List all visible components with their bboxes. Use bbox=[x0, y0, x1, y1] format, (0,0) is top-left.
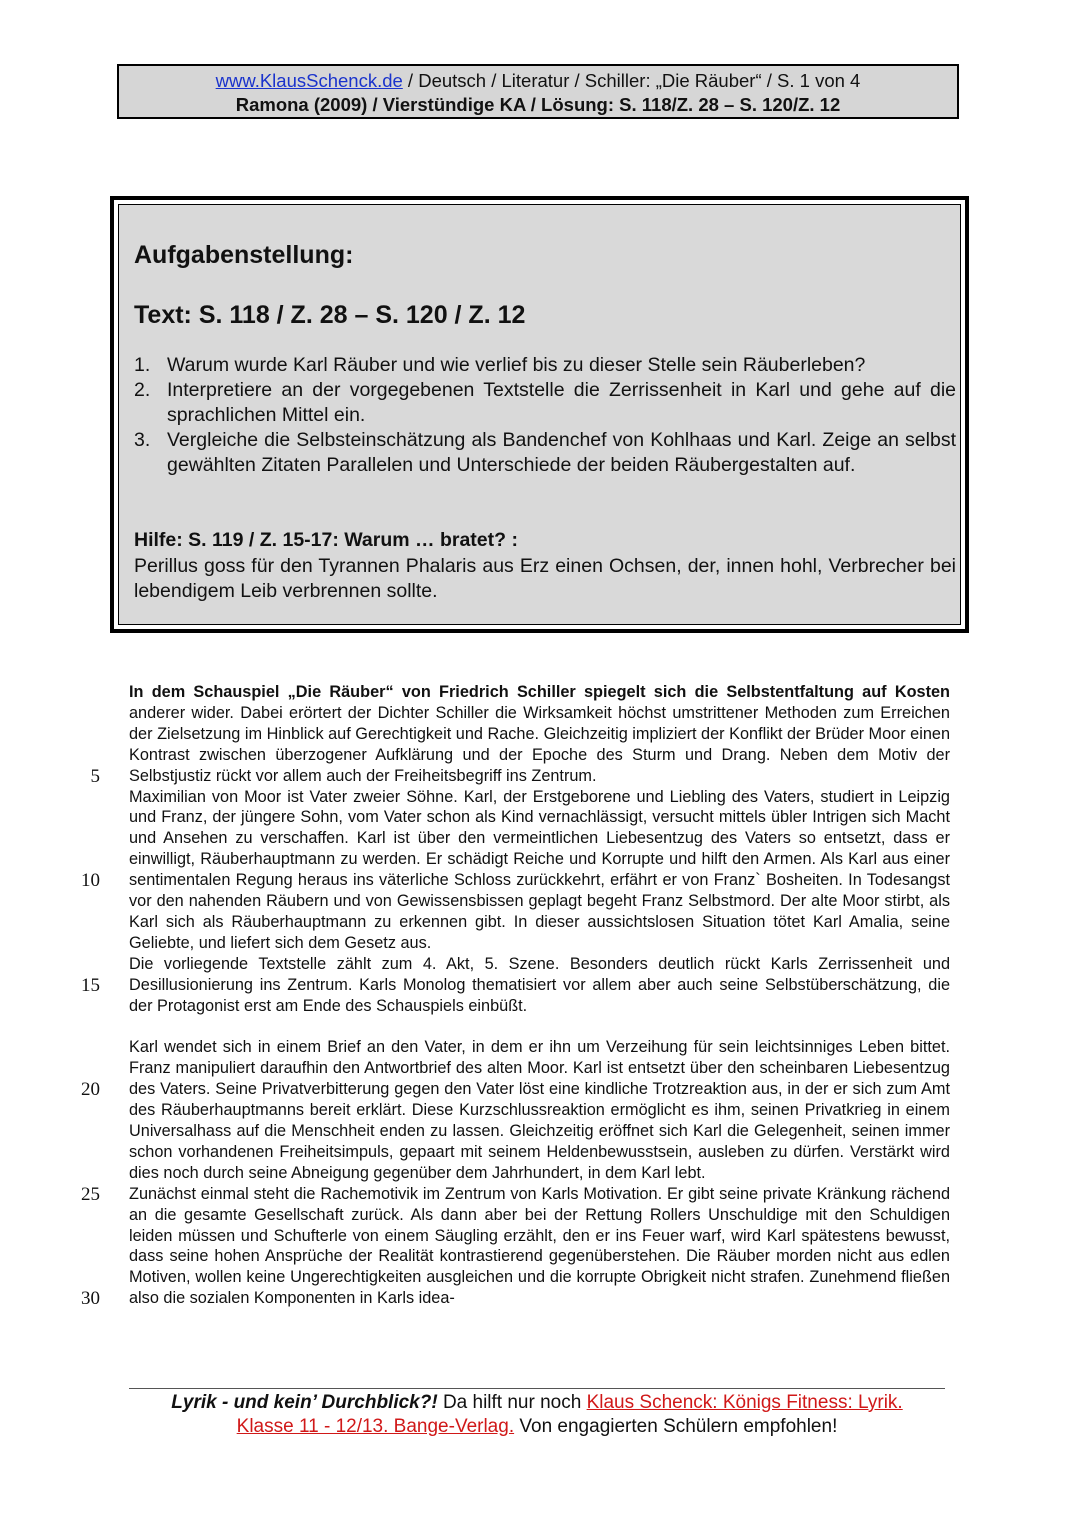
task-list bbox=[134, 353, 956, 478]
line-number: 15 bbox=[81, 975, 100, 996]
task-item-text: Interpretiere an der vorgegebenen Textstelle die Zerrissenheit in Karl und gehe auf die sprachlichen Mittel ein. bbox=[167, 379, 956, 426]
header-line-2: Ramona (2009) / Vierstündige KA / Lösung: S. 118/Z. 28 – S. 120/Z. 12 bbox=[235, 94, 841, 115]
line-number: 25 bbox=[81, 1184, 100, 1205]
essay-body bbox=[129, 682, 950, 1309]
footer-slogan: Lyrik - und kein’ Durchblick?! bbox=[171, 1392, 438, 1413]
line-number: 5 bbox=[90, 766, 100, 787]
footer-text: Da hilft nur noch bbox=[437, 1392, 587, 1413]
essay-opening-line: In dem Schauspiel „Die Räuber“ von Friedrich Schiller spiegelt sich die Selbstentfaltung auf Kosten bbox=[129, 683, 950, 701]
hint-text: Perillus goss für den Tyrannen Phalaris aus Erz einen Ochsen, der, innen hohl, Verbrecher bei lebendigem Leib verbrennen sollte. bbox=[134, 555, 956, 602]
book-link-publisher[interactable]: Klasse 11 - 12/13. Bange-Verlag. bbox=[236, 1416, 515, 1437]
website-link[interactable]: www.KlausSchenck.de bbox=[215, 70, 403, 91]
essay-paragraph: Die vorliegende Textstelle zählt zum 4. Akt, 5. Szene. Besonders deutlich rückt Karls Zerrissenheit und Desillusionierung ins Zentrum. Karls Monolog thematisiert vor allem aber auch seine Selbstüberschätzung, die der Protagonist erst am Ende des Schauspiels einbüßt. bbox=[129, 954, 950, 1015]
hint-heading: Hilfe: S. 119 / Z. 15-17: Warum … bratet? : bbox=[134, 529, 518, 551]
essay-paragraph: Zunächst einmal steht die Rachemotivik im Zentrum von Karls Motivation. Er gibt seine private Kränkung rächend an die gesamte Gesellschaft zurück. Als dann aber bei der Rettung Rollers Unschuldige mit den Schuldigen leiden müssen und Schufterle von einem Säugling erzählt, den er ins Feuer warf, wird Karl spätestens bewusst, dass seine hohen Ansprüche der Realität kontrastierend gegenüberstehen. Die Räuber morden nicht aus edlen Motiven, wollen keine Ungerechtigkeiten ausgleichen und die korrupte Obrigkeit nicht strafen. Zunehmend fließen also die sozialen Komponenten in Karls idea- bbox=[129, 1184, 950, 1308]
page-header bbox=[117, 64, 959, 119]
line-number: 30 bbox=[81, 1288, 100, 1309]
header-line-1 bbox=[119, 69, 957, 93]
page-footer bbox=[129, 1391, 945, 1439]
task-item bbox=[134, 353, 956, 378]
task-title: Aufgabenstellung: bbox=[134, 241, 354, 269]
essay-paragraph: Karl wendet sich in einem Brief an den Vater, in dem er ihn um Verzeihung für sein leichtsinniges Leben bittet. Franz manipuliert daraufhin den Antwortbrief des alten Moor. Karl ist entsetzt über den scheinbaren Liebesentzug des Vaters. Seine Privatverbitterung gegen den Vater löst eine kindliche Trotzreaktion aus, in der er sich zum Amt des Räuberhauptmanns bereit erklärt. Diese Kurzschlussreaktion ermöglicht es ihm, seinen Privatkrieg in einem Universalhass auf die Menschheit enden zu lassen. Gleichzeitig eröffnet sich Karl die Gelegenheit, seinen immer schon vorhandenen Freiheitsimpuls, gepaart mit seinem Heldenbewusstsein, ausleben zu dürfen. Verstärkt wird dies noch durch seine Abneigung gegenüber dem Jahrhundert, in dem Karl lebt. bbox=[129, 1038, 950, 1182]
line-number: 20 bbox=[81, 1079, 100, 1100]
footer-recommendation: Von engagierten Schülern empfohlen! bbox=[514, 1416, 838, 1437]
task-item-text: Warum wurde Karl Räuber und wie verlief bis zu dieser Stelle sein Räuberleben? bbox=[167, 354, 866, 376]
task-box-inner bbox=[118, 204, 961, 625]
task-item-number: 3. bbox=[134, 429, 151, 451]
task-item bbox=[134, 378, 956, 428]
footer-divider bbox=[129, 1388, 945, 1389]
line-number: 10 bbox=[81, 870, 100, 891]
task-item bbox=[134, 428, 956, 478]
task-item-number: 2. bbox=[134, 379, 151, 401]
task-item-number: 1. bbox=[134, 354, 151, 376]
essay-paragraph bbox=[129, 682, 950, 787]
task-subtitle: Text: S. 118 / Z. 28 – S. 120 / Z. 12 bbox=[134, 301, 526, 329]
header-line-1-text: / Deutsch / Literatur / Schiller: „Die Räuber“ / S. 1 von 4 bbox=[402, 70, 861, 91]
essay-paragraph: Maximilian von Moor ist Vater zweier Söhne. Karl, der Erstgeborene und Liebling des Vaters, studiert in Leipzig und Franz, der jüngere Sohn, vom Vater schon als Kind vernachlässigt, versucht mittels übler Intrigen sich Macht und Ansehen zu verschaffen. Karl ist über den vermeintlichen Liebesentzug des Vaters so entsetzt, dass er einwilligt, Räuberhauptmann zu werden. Er schädigt Reiche und Korrupte und hilft den Armen. Als Karl aus einer sentimentalen Regung heraus ins väterliche Schloss zurückkehrt, erfährt er von Franz` Bosheiten. In Todesangst vor den nahenden Räubern und von Gewissensbissen geplagt begeht Franz Selbstmord. Der alte Moor stirbt, als Karl sich als Räuberhauptmann zu erkennen gibt. In dieser aussichtslosen Situation tötet Karl Amalia, seine Geliebte, und liefert sich dem Gesetz aus. bbox=[129, 787, 950, 952]
task-item-text: Vergleiche die Selbsteinschätzung als Bandenchef von Kohlhaas und Karl. Zeige an selbst gewählten Zitaten Parallelen und Unterschiede der beiden Räubergestalten auf. bbox=[167, 429, 956, 476]
task-box bbox=[110, 196, 969, 633]
book-link-title[interactable]: Klaus Schenck: Königs Fitness: Lyrik. bbox=[586, 1392, 903, 1413]
essay-paragraph-text: anderer wider. Dabei erörtert der Dichter Schiller die Wirksamkeit höchst umstrittener Methoden zum Erreichen der Zielsetzung im Hinblick auf Gerechtigkeit und Rache. Gleichzeitig impliziert der Konflikt der Brüder Moor einen Kontrast zwischen überzogener Aufklärung und der Epoche des Sturm und Drang. Neben dem Motiv der Selbstjustiz rückt vor allem auch der Freiheitsbegriff ins Zentrum. bbox=[129, 703, 950, 785]
